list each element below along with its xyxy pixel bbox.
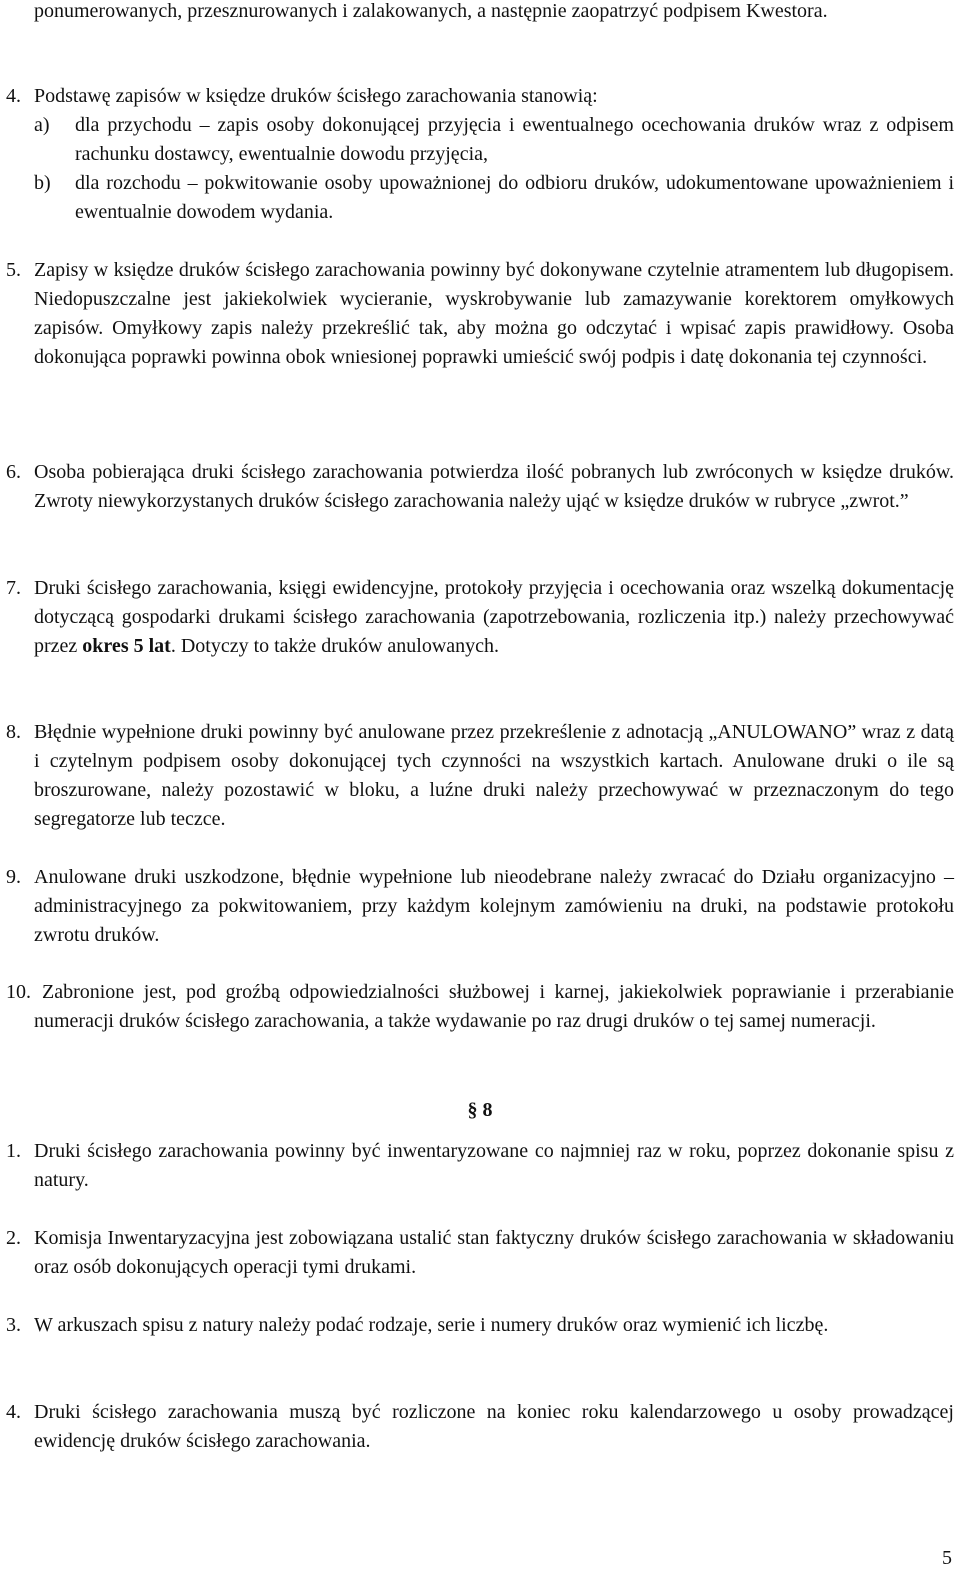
item-number: 7.: [6, 577, 21, 599]
section-item-3: [0, 1311, 954, 1340]
item-text: Podstawę zapisów w księdze druków ścisłego zarachowania stanowią:: [34, 85, 598, 107]
page-number: 5: [942, 1547, 952, 1569]
list-item-5: [0, 256, 954, 372]
section-item-1: [0, 1137, 954, 1195]
list-item-8: [0, 718, 954, 834]
retention-period: okres 5 lat: [82, 635, 171, 657]
list-item-4: [0, 82, 954, 111]
paragraph-continuation: ponumerowanych, przesznurowanych i zalakowanych, a następnie zaopatrzyć podpisem Kwestora.: [34, 0, 828, 22]
item-number: 3.: [6, 1314, 21, 1336]
item-number: 4.: [6, 85, 21, 107]
sub-item-letter: b): [34, 172, 51, 194]
item-number: 10.: [6, 981, 31, 1003]
list-item-7: [0, 574, 954, 661]
item-text: W arkuszach spisu z natury należy podać rodzaje, serie i numery druków oraz wymienić ich liczbę.: [34, 1314, 829, 1336]
item-text: Druki ścisłego zarachowania powinny być inwentaryzowane co najmniej raz w roku, poprzez dokonanie spisu z natury.: [34, 1140, 954, 1191]
item-text: Komisja Inwentaryzacyjna jest zobowiązana ustalić stan faktyczny druków ścisłego zarachowania w składowaniu oraz osób dokonujących operacji tymi drukami.: [34, 1227, 954, 1278]
list-item-10: [0, 978, 954, 1036]
item-text: Zabronione jest, pod groźbą odpowiedzialności służbowej i karnej, jakiekolwiek poprawianie i przerabianie numeracji druków ścisłego zarachowania, a także wydawanie po raz drugi druków o tej samej numeracji.: [34, 981, 954, 1032]
item-text-start: Druki ścisłego zarachowania, księgi ewidencyjne, protokoły przyjęcia i ocechowania oraz wszelką dokumentację dotyczącą gospodarki drukami ścisłego zarachowania (zapotrzebowania, rozliczenia itp.) należy przechowywać przez: [34, 577, 954, 657]
item-text: Błędnie wypełnione druki powinny być anulowane przez przekreślenie z adnotacją „ANULOWANO” wraz z datą i czytelnym podpisem osoby dokonującej tych czynności na wszystkich kartach. Anulowane druki o ile są broszurowane, należy pozostawić w bloku, a luźne druki należy przechowywać w przeznaczonym do tego segregatorze lub teczce.: [34, 721, 954, 830]
section-heading: § 8: [467, 1099, 493, 1121]
section-item-2: [0, 1224, 954, 1282]
sub-item-letter: a): [34, 114, 50, 136]
sub-item-b: [34, 169, 954, 227]
item-text: Osoba pobierająca druki ścisłego zarachowania potwierdza ilość pobranych lub zwróconych w księdze druków. Zwroty niewykorzystanych druków ścisłego zarachowania należy ująć w księdze druków w rubryce „zwrot.”: [34, 461, 954, 512]
section-item-4: [0, 1398, 954, 1456]
list-item-9: [0, 863, 954, 950]
item-number: 6.: [6, 461, 21, 483]
item-text: Anulowane druki uszkodzone, błędnie wypełnione lub nieodebrane należy zwracać do Działu organizacyjno – administracyjnego za pokwitowaniem, przy każdym kolejnym zamówieniu na druki, na podstawie protokołu zwrotu druków.: [34, 866, 954, 946]
item-number: 1.: [6, 1140, 21, 1162]
sub-item-text: dla przychodu – zapis osoby dokonującej przyjęcia i ewentualnego ocechowania druków wraz z odpisem rachunku dostawcy, ewentualnie dowodu przyjęcia,: [75, 114, 954, 165]
sub-item-text: dla rozchodu – pokwitowanie osoby upoważnionej do odbioru druków, udokumentowane upoważnieniem i ewentualnie dowodem wydania.: [75, 172, 954, 223]
item-text-end: . Dotyczy to także druków anulowanych.: [170, 635, 500, 657]
item-number: 4.: [6, 1401, 21, 1423]
sub-item-a: [34, 111, 954, 169]
list-item-6: [0, 458, 954, 516]
item-number: 8.: [6, 721, 21, 743]
item-number: 2.: [6, 1227, 21, 1249]
item-text: Zapisy w księdze druków ścisłego zarachowania powinny być dokonywane czytelnie atramentem lub długopisem. Niedopuszczalne jest jakiekolwiek wycieranie, wyskrobywanie lub zamazywanie korektorem omyłkowych zapisów. Omyłkowy zapis należy przekreślić tak, aby można go odczytać i wpisać zapis prawidłowy. Osoba dokonująca poprawki powinna obok wniesionej poprawki umieścić swój podpis i datę dokonania tej czynności.: [34, 259, 954, 368]
item-number: 5.: [6, 259, 21, 281]
item-text: Druki ścisłego zarachowania muszą być rozliczone na koniec roku kalendarzowego u osoby prowadzącej ewidencję druków ścisłego zarachowania.: [34, 1401, 954, 1452]
item-number: 9.: [6, 866, 21, 888]
